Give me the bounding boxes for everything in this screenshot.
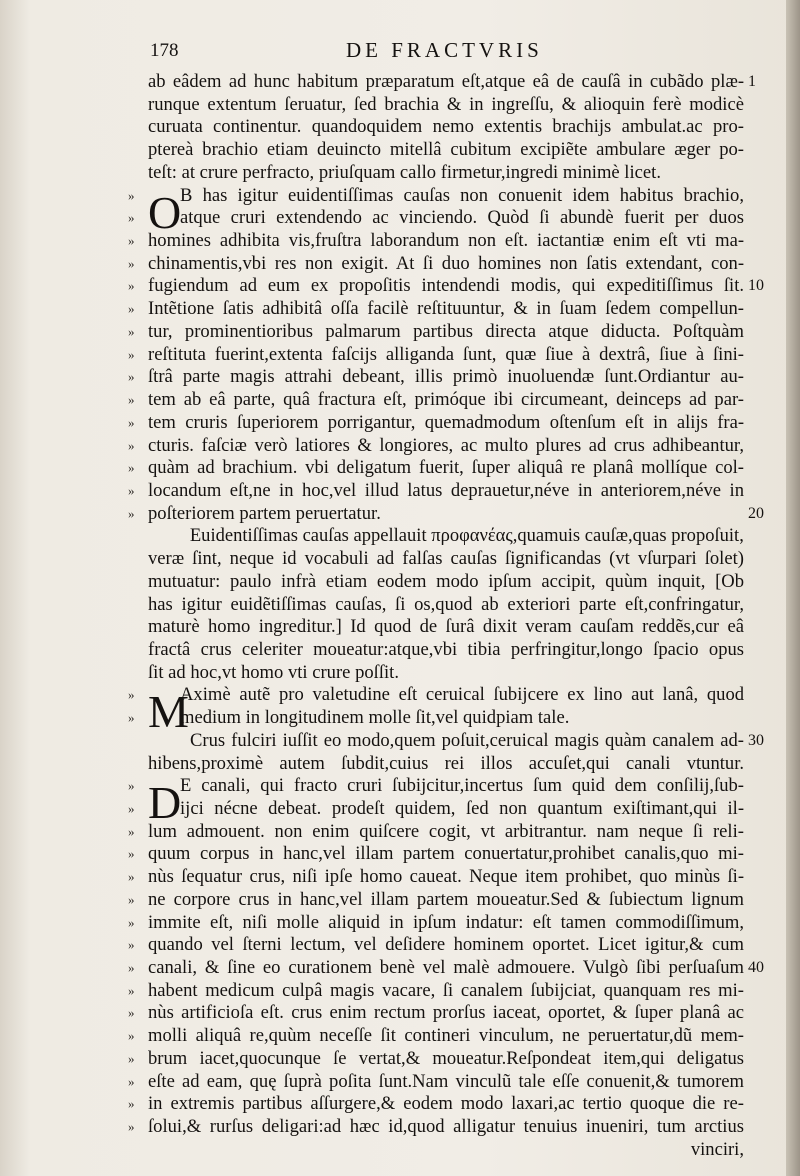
text-line	[148, 662, 768, 685]
drop-cap: O	[148, 186, 182, 238]
text-line	[128, 1070, 768, 1094]
text-line	[128, 1116, 768, 1139]
line-number: 40	[748, 959, 764, 977]
text-line	[128, 1025, 768, 1048]
text-line	[148, 162, 768, 185]
line-number: 30	[748, 731, 764, 749]
line-text: vinciri,	[690, 1138, 744, 1160]
quotation-marker: »	[128, 710, 135, 726]
line-text: habent medicum culpâ magis vacare, ſi canalem ſubijciat, quanquam res mi-	[148, 979, 744, 1001]
text-line	[148, 525, 768, 548]
line-text: Aximè autẽ pro valetudine eſt ceruical ſubijcere ex lino aut lanâ, quod	[180, 684, 745, 706]
line-text: ne corpore crus in hanc,vel illam partem moueatur.Sed & ſubiectum lignum	[148, 888, 744, 910]
text-line	[148, 571, 768, 594]
text-line	[128, 389, 768, 412]
quotation-marker: »	[128, 210, 135, 226]
text-line	[128, 320, 768, 344]
line-text: atque cruri extendendo ac vinciendo. Quòd ſi abundè fuerit per duos	[180, 207, 745, 229]
quotation-marker: »	[128, 369, 135, 385]
line-text: reſtituta fuerint,extenta faſcijs alliganda ſunt, quæ ſiue à dextrâ, ſiue à ſini-	[148, 343, 744, 365]
line-text: maturè homo ingreditur.] Id quod de ſurâ dixit veram cauſam reddẽs,cur eâ	[148, 616, 744, 638]
line-text: in extremis partibus aſſurgere,& eodem modo laxari,ac tertio quoque die re-	[148, 1093, 744, 1115]
quotation-marker: »	[128, 914, 135, 930]
line-text: tem cruris ſuperiorem porrigantur, quemadmodum oſtenſum eſt in alijs fra-	[148, 411, 745, 433]
text-line	[128, 252, 768, 276]
text-line	[128, 911, 768, 935]
line-text: homines adhibita vis,fruſtra laborandum non eſt. iactantiæ enim eſt vti ma-	[148, 230, 745, 252]
quotation-marker: »	[128, 846, 135, 862]
line-number: 1	[748, 73, 756, 90]
line-text: curuata continentur. quandoquidem nemo extentis brachijs ambulat.ac pro-	[148, 116, 744, 138]
text-line	[148, 1139, 768, 1162]
line-text: Intẽtione ſatis adhibitâ oſſa facilè reſtituuntur, & in ſuam ſedem compellun-	[148, 298, 744, 320]
quotation-marker: »	[128, 323, 135, 339]
text-line	[148, 94, 768, 117]
line-text: locandum eſt,ne in hoc,vel illud latus deprauetur,néve in anteriorem,néve in	[148, 479, 744, 501]
quotation-marker: »	[128, 460, 135, 476]
text-line	[128, 479, 768, 503]
line-text: cturis. faſciæ verò latiores & longiores, ac multo plures ad crus adhibeantur,	[148, 434, 745, 456]
text-line	[128, 502, 768, 526]
line-number: 10	[748, 277, 764, 295]
line-text: veræ ſint, neque id vocabuli ad falſas cauſas ſignificandas (vt vſurpari ſolet)	[148, 548, 744, 570]
text-line	[128, 798, 768, 821]
line-text: tem ab eâ parte, quâ fractura eſt, primóque ibi circumeant, deinceps ad par-	[148, 389, 744, 411]
folio-number: 178	[150, 40, 179, 61]
quotation-marker: »	[128, 687, 135, 703]
line-text: tur, prominentioribus palmarum partibus directa atque diducta. Poſtquàm	[148, 320, 745, 342]
text-line	[128, 230, 768, 253]
line-text: hibens,proximè autem ſubdit,cuius rei illos accuſet,qui canali vtuntur.	[148, 752, 745, 774]
line-text: fractâ crus celeriter moueatur:atque,vbi tibia perfringitur,longo ſpacio opus	[148, 638, 745, 660]
quotation-marker: »	[128, 346, 135, 362]
line-text: chinamentis,vbi res non exigit. At ſi duo homines non ſatis extendant, con-	[148, 252, 745, 274]
quotation-marker: »	[128, 255, 135, 271]
text-line	[148, 548, 768, 571]
text-line	[128, 979, 768, 1003]
text-line	[128, 1047, 768, 1071]
line-text: ſtrâ parte magis attrahi debeant, illis primò inuoluendæ ſunt.Ordiantur au-	[148, 366, 744, 388]
line-text: nùs artificioſa eſt. crus enim rectum prorſus iaceat, oportet, & ſuper planâ ac	[148, 1002, 744, 1024]
text-line	[148, 71, 768, 94]
quotation-marker: »	[128, 1050, 135, 1066]
page-header	[150, 40, 750, 66]
line-text: ijci nécne debeat. prodeſt quidem, ſed non quantum exiſtimant,qui il-	[180, 798, 745, 819]
line-text: brum iacet,quocunque ſe vertat,& moueatur.Reſpondeat item,qui deligatus	[148, 1047, 745, 1069]
quotation-marker: »	[128, 1028, 135, 1044]
line-text: teſt: at crure perfracto, priuſquam callo firmetur,ingredi minimè licet.	[148, 161, 661, 183]
text-line	[128, 866, 768, 889]
text-block	[128, 71, 768, 1162]
line-text: immite eſt, niſi molle aliquid in ipſum indatur: eſt tamen commodiſſimum,	[148, 911, 744, 933]
line-text: E canali, qui fracto cruri ſubijcitur,incertus ſum quid dem conſilij,ſub-	[180, 775, 744, 797]
line-text: quando vel ſterni lectum, vel deſidere hominem oportet. Licet igitur,& cum	[148, 934, 745, 956]
quotation-marker: »	[128, 982, 135, 998]
line-text: lum admouent. non enim quiſcere cogit, vt arbitrantur. nam neque ſi reli-	[148, 820, 744, 842]
text-line	[128, 298, 768, 321]
line-text: eſte ad eam, quę ſuprà poſita ſunt.Nam vinculũ tale eſſe conuenit,& tumorem	[148, 1070, 745, 1092]
line-text: has igitur euidẽtiſſimas cauſas, ſi os,quod ab exteriori parte eſt,confringatur,	[148, 593, 745, 615]
drop-cap: D	[148, 777, 182, 829]
drop-cap: M	[148, 686, 189, 738]
quotation-marker: »	[128, 801, 135, 816]
line-text: ptereà brachio etiam deuincto mitellâ cubitum excipiẽte ambulare æger po-	[148, 139, 744, 161]
line-text: runque extentum ſeruatur, ſed brachia & in ingreſſu, & alioquin ferè modicè	[148, 93, 744, 115]
text-line	[128, 820, 768, 844]
text-line	[148, 616, 768, 639]
text-line	[128, 1002, 768, 1025]
text-line	[128, 411, 768, 435]
quotation-marker: »	[128, 891, 135, 907]
quotation-marker: »	[128, 414, 135, 430]
quotation-marker: »	[128, 187, 135, 203]
text-line	[148, 639, 768, 662]
quotation-marker: »	[128, 437, 135, 453]
text-line	[128, 457, 768, 480]
text-line	[128, 366, 768, 389]
text-line	[128, 707, 768, 730]
line-text: molli aliquâ re,quùm neceſſe ſit contineri vinculum, ne peruertatur,dũ mem-	[148, 1025, 744, 1047]
text-line	[148, 116, 768, 139]
quotation-marker: »	[128, 1119, 135, 1135]
quotation-marker: »	[128, 869, 135, 885]
line-text: poſteriorem partem peruertatur.	[148, 502, 381, 524]
quotation-marker: »	[128, 392, 135, 408]
running-title: DE FRACTVRIS	[346, 38, 543, 62]
text-line	[128, 843, 768, 866]
line-text: ſolui,& rurſus deligari:ad hæc id,quod alligatur tenuius inueniri, tum arctius	[148, 1116, 744, 1138]
text-line	[128, 434, 768, 458]
quotation-marker: »	[128, 233, 135, 249]
line-text: ſit ad hoc,vt homo vti crure poſſit.	[148, 661, 399, 683]
page-edge-shadow	[786, 0, 800, 1176]
quotation-marker: »	[128, 937, 135, 953]
line-text: quàm ad brachium. vbi deligatum fuerit, ſuper aliquâ re planâ mollíque col-	[148, 457, 745, 479]
line-number: 20	[748, 504, 764, 522]
text-line	[148, 594, 768, 617]
text-line	[148, 730, 768, 753]
line-text: mutuatur: paulo infrà etiam eodem modo ipſum accipit, quùm inquit, [Ob	[148, 570, 745, 592]
quotation-marker: »	[128, 505, 135, 521]
line-text: Crus fulciri iuſſit eo modo,quem poſuit,ceruical magis quàm canalem ad-	[190, 729, 744, 751]
quotation-marker: »	[128, 278, 135, 294]
line-text: medium in longitudinem molle ſit,vel quidpiam tale.	[180, 707, 570, 729]
text-line	[128, 934, 768, 957]
line-text: B has igitur euidentiſſimas cauſas non conuenit idem habitus brachio,	[180, 184, 744, 206]
quotation-marker: »	[128, 1096, 135, 1112]
text-line	[128, 207, 768, 230]
line-text: quum corpus in hanc,vel illam partem conuertatur,prohibet canalis,quo mi-	[148, 843, 744, 865]
line-text: ab eâdem ad hunc habitum præparatum eſt,atque eâ de cauſâ in cubãdo plæ-	[148, 71, 745, 92]
line-text: fugiendum ad eum ex propoſitis intendendi modis, qui expeditiſſimus ſit.	[148, 275, 745, 297]
quotation-marker: »	[128, 301, 135, 317]
quotation-marker: »	[128, 482, 135, 498]
text-line	[148, 753, 768, 776]
line-text: Euidentiſſimas cauſas appellauit προφανέας,quamuis cauſæ,quas propoſuit,	[189, 525, 744, 547]
quotation-marker: »	[128, 960, 135, 976]
quotation-marker: »	[128, 823, 135, 839]
text-line	[148, 139, 768, 162]
line-text: canali, & ſine eo curationem benè vel malè admouere. Vulgò ſibi perſuaſum	[148, 957, 745, 979]
quotation-marker: »	[128, 778, 135, 794]
quotation-marker: »	[128, 1073, 135, 1089]
text-line	[128, 1093, 768, 1116]
text-line	[128, 275, 768, 298]
text-line	[128, 957, 768, 980]
quotation-marker: »	[128, 1005, 135, 1021]
text-line	[128, 888, 768, 912]
text-line	[128, 343, 768, 367]
line-text: nùs ſequatur crus, niſi ipſe homo caueat. Neque item prohibet, quo minùs ſi-	[148, 866, 745, 888]
